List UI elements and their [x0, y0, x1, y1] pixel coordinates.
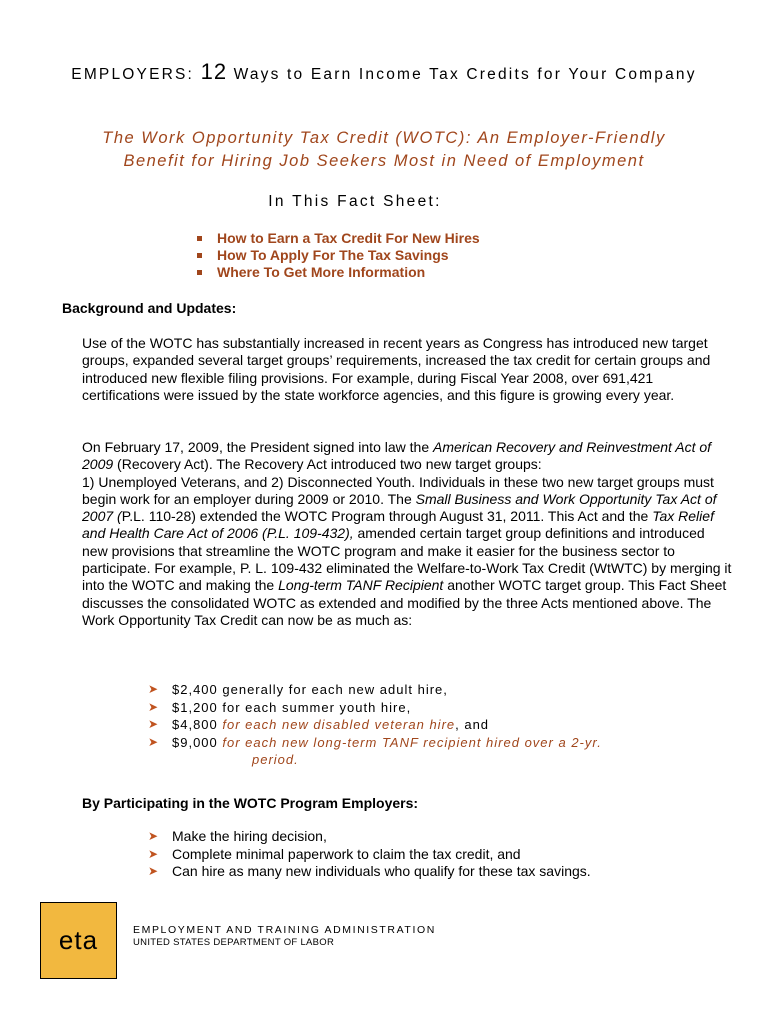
background-heading: Background and Updates: — [62, 300, 237, 316]
square-bullet-icon — [197, 236, 202, 241]
credit-text: generally for each new adult hire, — [217, 682, 448, 697]
credit-tail: , and — [455, 717, 490, 732]
credit-item — [148, 716, 602, 734]
arrow-bullet-icon: ➤ — [148, 864, 159, 878]
title-rest: Ways to Earn Income Tax Credits for Your Company — [227, 66, 697, 83]
benefit-text: Can hire as many new individuals who qualify for these tax savings. — [172, 863, 591, 879]
benefit-item — [148, 828, 591, 846]
benefit-item — [148, 846, 591, 864]
arrow-bullet-icon: ➤ — [148, 699, 159, 714]
toc-item-label: Where To Get More Information — [217, 264, 426, 280]
square-bullet-icon — [197, 253, 202, 258]
credit-amount: $1,200 — [172, 699, 218, 715]
participation-benefits-list — [148, 828, 591, 881]
credit-emphasis: for each new long-term TANF recipient hired over a 2-yr. — [222, 734, 602, 750]
para2-text: (Recovery Act). The Recovery Act introduced two new target groups: — [113, 456, 542, 473]
table-of-contents — [195, 230, 480, 281]
para2-text: P.L. 110-28) extended the WOTC Program through August 31, 2011. This Act and the — [121, 508, 653, 525]
act-name: Small Business and Work Opportunity Tax Act of 2007 ( — [82, 490, 717, 525]
toc-item-label: How to Earn a Tax Credit For New Hires — [217, 230, 480, 246]
toc-item — [195, 247, 480, 264]
credit-emphasis: for each new disabled veteran hire — [222, 717, 456, 732]
subtitle-line-1: The Work Opportunity Tax Credit (WOTC): An Employer-Friendly — [102, 129, 666, 147]
arrow-bullet-icon: ➤ — [148, 829, 159, 843]
arrow-bullet-icon: ➤ — [148, 717, 159, 731]
credit-amount: $4,800 — [172, 717, 218, 732]
benefit-text: Complete minimal paperwork to claim the tax credit, and — [172, 845, 521, 862]
arrow-bullet-icon: ➤ — [148, 734, 159, 749]
participating-heading: By Participating in the WOTC Program Employers: — [82, 795, 419, 811]
para2-text: 1) Unemployed Veterans, and 2) Disconnected Youth. Individuals in these two new target groups must begin work for an employer during 2009 or 2010. The — [82, 473, 714, 507]
background-paragraph-2 — [82, 439, 732, 629]
para2-text: On February 17, 2009, the President signed into law the — [82, 439, 433, 455]
act-name: Tax Relief and Health Care Act of 2006 (P.L. 109-432), — [82, 508, 714, 542]
para2-text: another WOTC target group. This Fact Sheet discusses the consolidated WOTC as extended and modified by the three Acts mentioned above. The Work Opportunity Tax Credit can now be as much as: — [82, 577, 727, 628]
subtitle-line-2: Benefit for Hiring Job Seekers Most in Need of Employment — [123, 152, 645, 170]
para2-text: amended certain target group definitions and introduced new provisions that streamline the WOTC program and make it easier for the business sector to participate. For example, P. L. 109-432 eliminated the Welfare-to-Work Tax Credit (WtWTC) by merging it into the WOTC and making the — [82, 525, 732, 594]
title-prefix: EMPLOYERS: — [71, 66, 201, 83]
credit-item — [148, 734, 602, 769]
page-subtitle — [40, 127, 728, 173]
background-paragraph-1: Use of the WOTC has substantially increased in recent years as Congress has introduced new target groups, expanded several target groups’ requirements, increased the tax credit for certain groups and introduced new flexible filing provisions. For example, during Fiscal Year 2008, over 691,421 certifications were issued by the state workforce agencies, and this figure is growing every year. — [82, 335, 711, 403]
eta-logo: eta — [40, 902, 117, 979]
credit-item — [148, 699, 602, 717]
credit-item — [148, 681, 602, 699]
target-group-name: Long-term TANF Recipient — [278, 577, 444, 594]
benefit-item — [148, 863, 591, 881]
page-title — [60, 60, 708, 87]
credit-continuation: period. — [252, 752, 299, 767]
agency-name: EMPLOYMENT AND TRAINING ADMINISTRATION — [133, 924, 436, 936]
arrow-bullet-icon: ➤ — [148, 846, 159, 861]
fact-sheet-heading: In This Fact Sheet: — [268, 193, 442, 210]
act-name: American Recovery and Reinvestment Act of 2009 — [82, 439, 712, 473]
department-name: UNITED STATES DEPARTMENT OF LABOR — [133, 937, 335, 948]
benefit-text: Make the hiring decision, — [172, 828, 327, 844]
credit-text: for each summer youth hire, — [217, 699, 412, 715]
credit-amount: $2,400 — [172, 682, 218, 697]
square-bullet-icon — [197, 270, 202, 275]
title-number: 12 — [200, 59, 228, 84]
arrow-bullet-icon: ➤ — [148, 682, 159, 696]
toc-item — [195, 264, 480, 281]
toc-item — [195, 230, 480, 247]
credit-amounts-list — [148, 681, 602, 769]
toc-item-label: How To Apply For The Tax Savings — [217, 247, 449, 263]
credit-amount: $9,000 — [172, 734, 218, 750]
